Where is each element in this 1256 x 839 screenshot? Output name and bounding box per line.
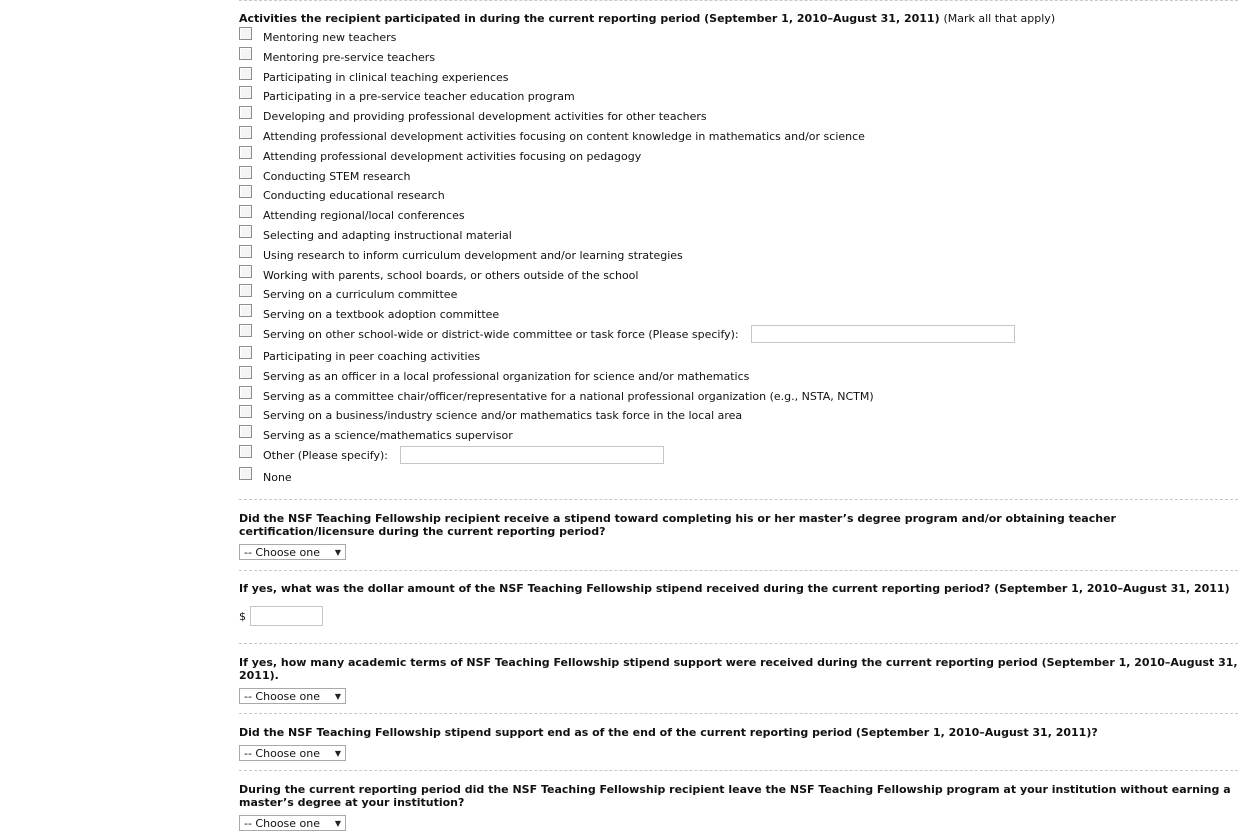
- checkbox[interactable]: [239, 445, 252, 458]
- option-label: Selecting and adapting instructional material: [263, 228, 512, 242]
- activities-question-title: [239, 12, 1239, 25]
- question-divider: [239, 570, 1238, 571]
- checkbox[interactable]: [239, 366, 252, 379]
- option-label: Conducting STEM research: [263, 169, 411, 183]
- checkbox[interactable]: [239, 86, 252, 99]
- select-value: -- Choose one: [244, 746, 321, 760]
- checkbox[interactable]: [239, 27, 252, 40]
- activity-option-working-parents[interactable]: [239, 269, 1239, 289]
- activity-option-preservice-program[interactable]: [239, 90, 1239, 110]
- option-label: Mentoring pre-service teachers: [263, 50, 436, 64]
- option-label: Serving as a science/mathematics supervisor: [263, 429, 513, 443]
- select-value: -- Choose one: [244, 816, 321, 830]
- checkbox[interactable]: [239, 47, 252, 60]
- checkbox[interactable]: [239, 324, 252, 337]
- terms-question-title: If yes, how many academic terms of NSF Teaching Fellowship stipend support were received during the current reporting period (September 1, 2010–August 31, 2011).: [239, 656, 1238, 682]
- select-value: -- Choose one: [244, 689, 321, 703]
- question-divider: [239, 499, 1238, 500]
- leave-question-title: During the current reporting period did the NSF Teaching Fellowship recipient leave the NSF Teaching Fellowship program at your institution without earning a master’s degree at your institution?: [239, 783, 1231, 809]
- end-select[interactable]: [239, 745, 346, 761]
- option-label: Using research to inform curriculum development and/or learning strategies: [263, 248, 683, 262]
- stipend-question-title: Did the NSF Teaching Fellowship recipient receive a stipend toward completing his or her master’s degree program and/or obtaining teacher certification/licensure during the current reporting period?: [239, 512, 1116, 538]
- option-label: Serving as a committee chair/officer/representative for a national professional organization (e.g., NSTA, NCTM): [263, 389, 874, 403]
- leave-question: [239, 783, 1239, 831]
- activity-option-peer-coaching[interactable]: [239, 350, 1239, 370]
- question-divider: [239, 643, 1238, 644]
- activity-option-textbook-committee[interactable]: [239, 308, 1239, 328]
- option-label: Serving as an officer in a local professional organization for science and/or mathematics: [263, 369, 750, 383]
- option-label: Serving on other school-wide or district-wide committee or task force (Please specify):: [263, 327, 739, 341]
- stipend-select[interactable]: [239, 544, 346, 560]
- checkbox[interactable]: [239, 205, 252, 218]
- option-label: Serving on a textbook adoption committee: [263, 308, 500, 322]
- other-committee-specify-input[interactable]: [751, 325, 1015, 343]
- chevron-down-icon: ▼: [334, 691, 341, 701]
- checkbox[interactable]: [239, 386, 252, 399]
- activity-option-developing-pd[interactable]: [239, 110, 1239, 130]
- checkbox[interactable]: [239, 425, 252, 438]
- terms-select[interactable]: [239, 688, 346, 704]
- option-label: Serving on a curriculum committee: [263, 288, 458, 302]
- activity-option-pd-pedagogy[interactable]: [239, 150, 1239, 170]
- amount-question-title: If yes, what was the dollar amount of the NSF Teaching Fellowship stipend received during the current reporting period? (September 1, 2010–August 31, 2011): [239, 582, 1230, 595]
- activities-note: (Mark all that apply): [943, 12, 1056, 25]
- checkbox[interactable]: [239, 304, 252, 317]
- checkbox[interactable]: [239, 284, 252, 297]
- checkbox[interactable]: [239, 467, 252, 480]
- checkbox[interactable]: [239, 67, 252, 80]
- checkbox[interactable]: [239, 106, 252, 119]
- checkbox[interactable]: [239, 405, 252, 418]
- top-divider: [239, 0, 1238, 1]
- question-divider: [239, 713, 1238, 714]
- question-divider: [239, 770, 1238, 771]
- amount-input[interactable]: [250, 606, 323, 626]
- option-label: Mentoring new teachers: [263, 31, 397, 44]
- end-question-title: Did the NSF Teaching Fellowship stipend support end as of the end of the current reporting period (September 1, 2010–August 31, 2011)?: [239, 726, 1098, 739]
- option-label: Attending regional/local conferences: [263, 209, 465, 223]
- checkbox[interactable]: [239, 146, 252, 159]
- activities-title-text: Activities the recipient participated in during the current reporting period (September 1, 2010–August 31, 2011): [239, 12, 940, 25]
- activity-option-national-chair[interactable]: [239, 390, 1239, 410]
- currency-symbol: $: [239, 609, 246, 623]
- activity-option-other[interactable]: [239, 449, 1239, 471]
- option-label: Developing and providing professional development activities for other teachers: [263, 110, 707, 124]
- option-label: Serving on a business/industry science and/or mathematics task force in the local area: [263, 409, 743, 423]
- other-specify-input[interactable]: [400, 446, 664, 464]
- terms-question: [239, 656, 1239, 704]
- chevron-down-icon: ▼: [334, 547, 341, 557]
- option-label: Other (Please specify):: [263, 448, 388, 462]
- chevron-down-icon: ▼: [334, 818, 341, 828]
- checkbox[interactable]: [239, 225, 252, 238]
- activity-option-curriculum-committee[interactable]: [239, 288, 1239, 308]
- activity-option-instructional-material[interactable]: [239, 229, 1239, 249]
- amount-field-group: [239, 606, 1239, 626]
- end-question: [239, 726, 1239, 761]
- option-label: Attending professional development activities focusing on pedagogy: [263, 149, 642, 163]
- stipend-question: [239, 512, 1239, 560]
- activity-option-stem-research[interactable]: [239, 170, 1239, 190]
- activity-option-mentoring-preservice[interactable]: [239, 51, 1239, 71]
- option-label: Participating in peer coaching activities: [263, 349, 481, 363]
- activity-option-clinical-teaching[interactable]: [239, 71, 1239, 91]
- activity-option-industry-task-force[interactable]: [239, 409, 1239, 429]
- activity-option-research-curriculum[interactable]: [239, 249, 1239, 269]
- checkbox[interactable]: [239, 265, 252, 278]
- activity-option-supervisor[interactable]: [239, 429, 1239, 449]
- checkbox[interactable]: [239, 185, 252, 198]
- option-label: Participating in clinical teaching experiences: [263, 70, 509, 84]
- checkbox[interactable]: [239, 245, 252, 258]
- checkbox[interactable]: [239, 166, 252, 179]
- activity-option-pd-content[interactable]: [239, 130, 1239, 150]
- chevron-down-icon: ▼: [334, 748, 341, 758]
- option-label: Attending professional development activities focusing on content knowledge in mathematics and/or science: [263, 129, 865, 143]
- activity-option-other-committee[interactable]: [239, 328, 1239, 350]
- option-label: Conducting educational research: [263, 189, 445, 203]
- checkbox[interactable]: [239, 346, 252, 359]
- activity-option-local-officer[interactable]: [239, 370, 1239, 390]
- option-label: Working with parents, school boards, or others outside of the school: [263, 268, 639, 282]
- activities-question: [239, 12, 1239, 491]
- activity-option-educational-research[interactable]: [239, 189, 1239, 209]
- option-label: Participating in a pre-service teacher education program: [263, 90, 575, 104]
- checkbox[interactable]: [239, 126, 252, 139]
- select-value: -- Choose one: [244, 545, 321, 559]
- activities-checkbox-list: [239, 31, 1239, 491]
- amount-question: [239, 582, 1239, 626]
- activity-option-mentoring-new-teachers[interactable]: [239, 31, 1239, 51]
- activity-option-conferences[interactable]: [239, 209, 1239, 229]
- leave-select[interactable]: [239, 815, 346, 831]
- activity-option-none[interactable]: [239, 471, 1239, 491]
- option-label: None: [263, 470, 292, 484]
